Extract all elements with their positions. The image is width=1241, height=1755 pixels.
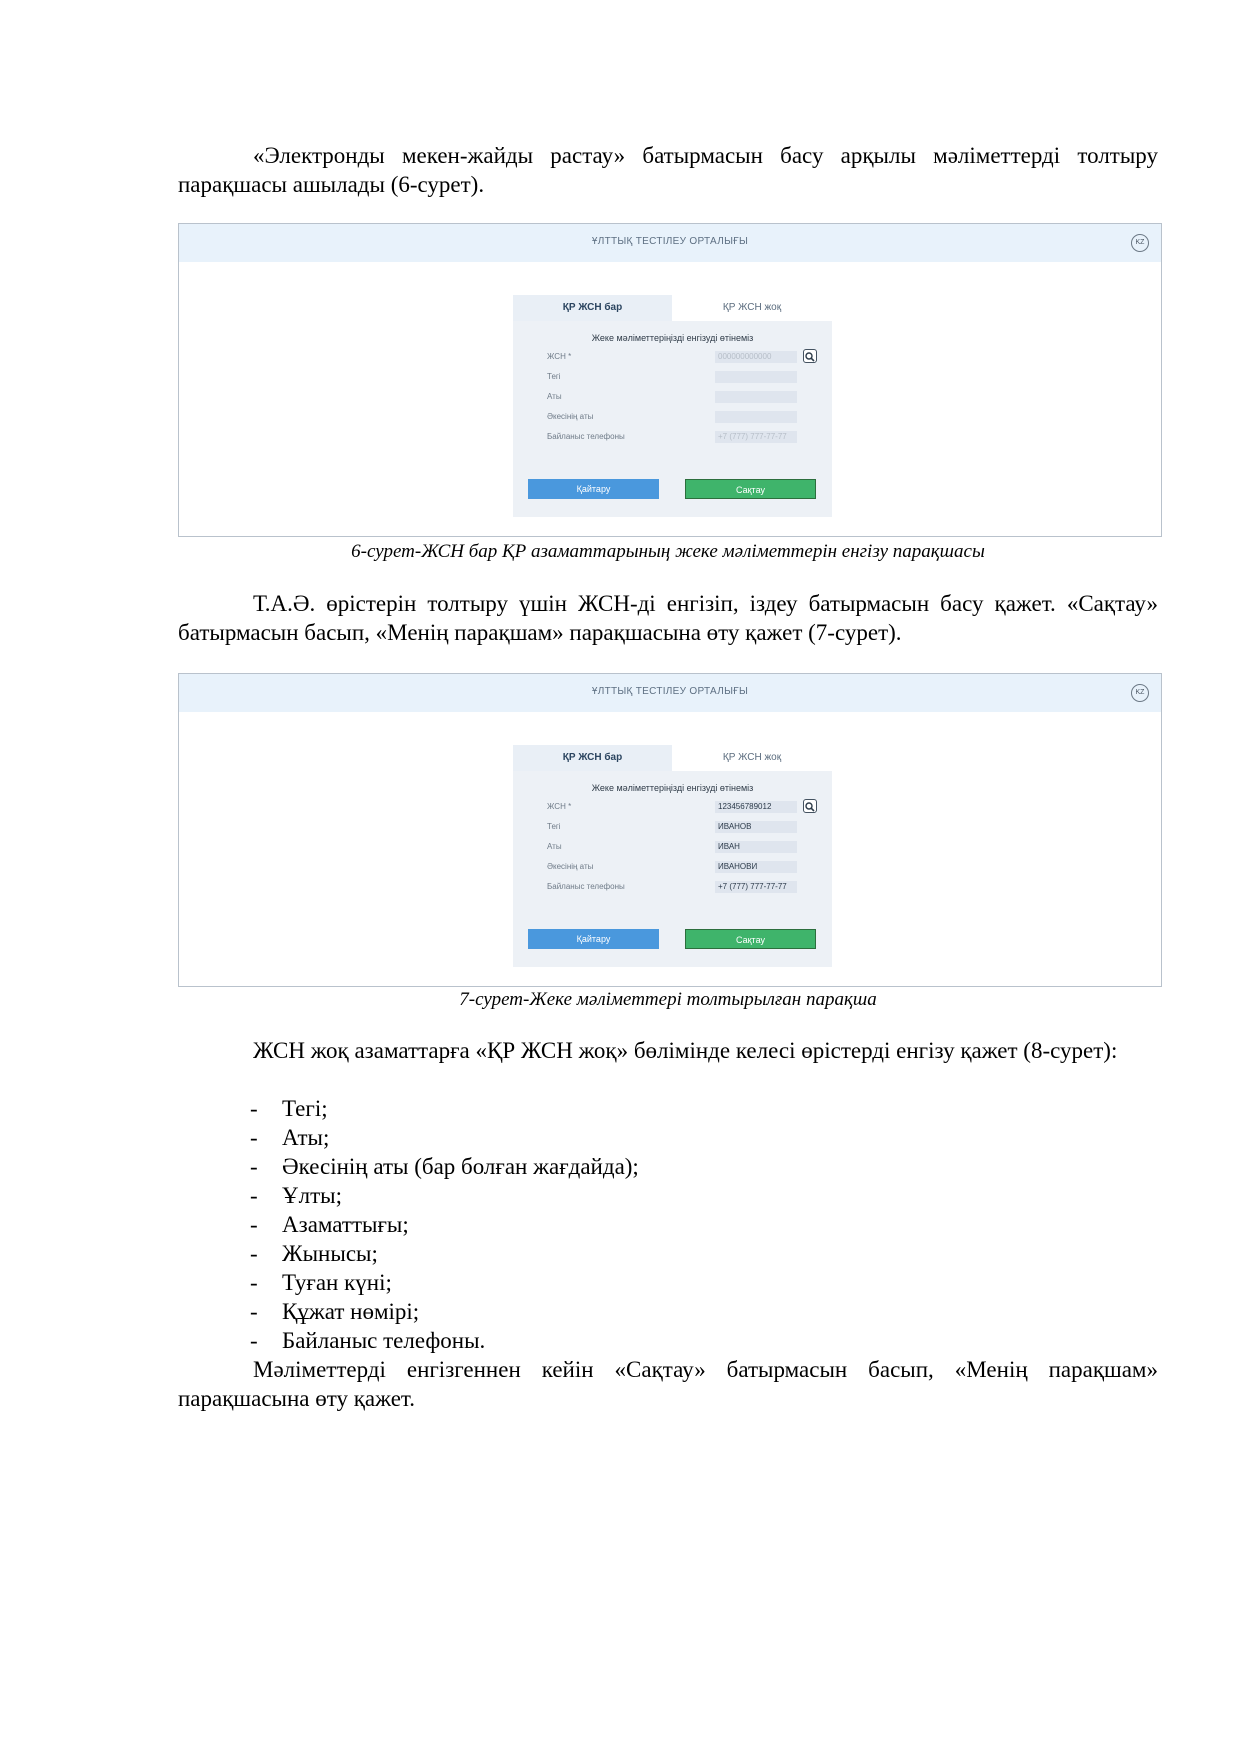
field-phone bbox=[547, 881, 817, 895]
form-title: Жеке мәліметтеріңізді енгізуді өтінеміз bbox=[591, 783, 754, 793]
field-label: Тегі bbox=[547, 822, 561, 831]
site-title: ҰЛТТЫҚ ТЕСТІЛЕУ ОРТАЛЫҒЫ bbox=[591, 236, 749, 247]
search-button[interactable] bbox=[803, 349, 817, 363]
field-patronymic bbox=[547, 861, 817, 875]
field-phone bbox=[547, 431, 817, 445]
list-item-text: Құжат нөмірі; bbox=[282, 1299, 420, 1324]
figure-6-caption: 6-сурет-ЖСН бар ҚР азаматтарының жеке мәліметтерін енгізу парақшасы bbox=[351, 541, 985, 562]
list-item-text: Азаматтығы; bbox=[282, 1212, 409, 1237]
field-list bbox=[250, 1094, 1150, 1355]
list-item bbox=[250, 1210, 1150, 1239]
bullet-marker: - bbox=[250, 1096, 258, 1121]
site-header bbox=[179, 224, 1161, 262]
figure-7-screenshot bbox=[178, 673, 1162, 987]
field-surname bbox=[547, 371, 817, 385]
list-item-text: Әкесінің аты (бар болған жағдайда); bbox=[282, 1154, 639, 1179]
figure-6-screenshot bbox=[178, 223, 1162, 537]
field-label: Әкесінің аты bbox=[547, 862, 594, 871]
surname-input[interactable]: ИВАНОВ bbox=[715, 821, 797, 833]
field-label: Аты bbox=[547, 842, 562, 851]
site-title: ҰЛТТЫҚ ТЕСТІЛЕУ ОРТАЛЫҒЫ bbox=[591, 686, 749, 697]
tab-iin-absent[interactable]: ҚР ЖСН жоқ bbox=[672, 745, 832, 771]
back-button[interactable]: Қайтару bbox=[528, 479, 659, 499]
list-item bbox=[250, 1152, 1150, 1181]
list-item-text: Тегі; bbox=[282, 1096, 328, 1121]
list-item bbox=[250, 1297, 1150, 1326]
save-button[interactable]: Сақтау bbox=[685, 929, 816, 949]
figure-7-caption: 7-сурет-Жеке мәліметтері толтырылған парақша bbox=[459, 989, 877, 1010]
phone-input[interactable]: +7 (777) 777-77-77 bbox=[715, 431, 797, 443]
language-switch-icon[interactable]: KZ bbox=[1131, 684, 1149, 702]
field-label: ЖСН * bbox=[547, 802, 572, 811]
back-button[interactable]: Қайтару bbox=[528, 929, 659, 949]
list-item-text: Ұлты; bbox=[282, 1183, 342, 1208]
paragraph-intro: «Электронды мекен-жайды растау» батырмасын басу арқылы мәліметтерді толтыру парақшасы ашылады (6-сурет). bbox=[178, 143, 1158, 197]
tab-iin-present[interactable]: ҚР ЖСН бар bbox=[513, 745, 672, 771]
list-item-text: Жынысы; bbox=[282, 1241, 378, 1266]
field-surname bbox=[547, 821, 817, 835]
save-button[interactable]: Сақтау bbox=[685, 479, 816, 499]
field-patronymic bbox=[547, 411, 817, 425]
field-name bbox=[547, 841, 817, 855]
search-icon bbox=[804, 351, 816, 363]
list-item bbox=[250, 1326, 1150, 1355]
field-label: Әкесінің аты bbox=[547, 412, 594, 421]
name-input[interactable]: ИВАН bbox=[715, 841, 797, 853]
list-item bbox=[250, 1123, 1150, 1152]
personal-data-form bbox=[513, 745, 832, 967]
surname-input[interactable] bbox=[715, 371, 797, 383]
field-label: Аты bbox=[547, 392, 562, 401]
bullet-marker: - bbox=[250, 1183, 258, 1208]
bullet-marker: - bbox=[250, 1154, 258, 1179]
name-input[interactable] bbox=[715, 391, 797, 403]
language-switch-icon[interactable]: KZ bbox=[1131, 234, 1149, 252]
paragraph-no-iin: ЖСН жоқ азаматтарға «ҚР ЖСН жоқ» бөлімінде келесі өрістерді енгізу қажет (8-сурет): bbox=[253, 1038, 1118, 1063]
list-item bbox=[250, 1268, 1150, 1297]
bullet-marker: - bbox=[250, 1270, 258, 1295]
field-name bbox=[547, 391, 817, 405]
list-item-text: Байланыс телефоны. bbox=[282, 1328, 486, 1353]
tab-iin-present[interactable]: ҚР ЖСН бар bbox=[513, 295, 672, 321]
field-label: Тегі bbox=[547, 372, 561, 381]
phone-input[interactable]: +7 (777) 777-77-77 bbox=[715, 881, 797, 893]
bullet-marker: - bbox=[250, 1241, 258, 1266]
list-item-text: Аты; bbox=[282, 1125, 330, 1150]
iin-input[interactable]: 000000000000 bbox=[715, 351, 797, 363]
search-button[interactable] bbox=[803, 799, 817, 813]
bullet-marker: - bbox=[250, 1212, 258, 1237]
field-label: Байланыс телефоны bbox=[547, 882, 625, 891]
iin-input[interactable]: 123456789012 bbox=[715, 801, 797, 813]
personal-data-form bbox=[513, 295, 832, 517]
form-title: Жеке мәліметтеріңізді енгізуді өтінеміз bbox=[591, 333, 754, 343]
bullet-marker: - bbox=[250, 1328, 258, 1353]
list-item bbox=[250, 1239, 1150, 1268]
bullet-marker: - bbox=[250, 1125, 258, 1150]
bullet-marker: - bbox=[250, 1299, 258, 1324]
list-item bbox=[250, 1094, 1150, 1123]
tab-iin-absent[interactable]: ҚР ЖСН жоқ bbox=[672, 295, 832, 321]
field-iin bbox=[547, 801, 817, 815]
field-label: Байланыс телефоны bbox=[547, 432, 625, 441]
site-header bbox=[179, 674, 1161, 712]
field-label: ЖСН * bbox=[547, 352, 572, 361]
patronymic-input[interactable] bbox=[715, 411, 797, 423]
paragraph-instructions: Т.А.Ә. өрістерін толтыру үшін ЖСН-ді енгізіп, іздеу батырмасын басу қажет. «Сақтау» батырмасын басып, «Менің парақшам» парақшасына өту қажет (7-сурет). bbox=[178, 591, 1158, 645]
list-item-text: Туған күні; bbox=[282, 1270, 392, 1295]
list-item bbox=[250, 1181, 1150, 1210]
paragraph-after-input: Мәліметтерді енгізгеннен кейін «Сақтау» батырмасын басып, «Менің парақшам» парақшасына өту қажет. bbox=[178, 1357, 1158, 1411]
patronymic-input[interactable]: ИВАНОВИ bbox=[715, 861, 797, 873]
search-icon bbox=[804, 801, 816, 813]
field-iin bbox=[547, 351, 817, 365]
